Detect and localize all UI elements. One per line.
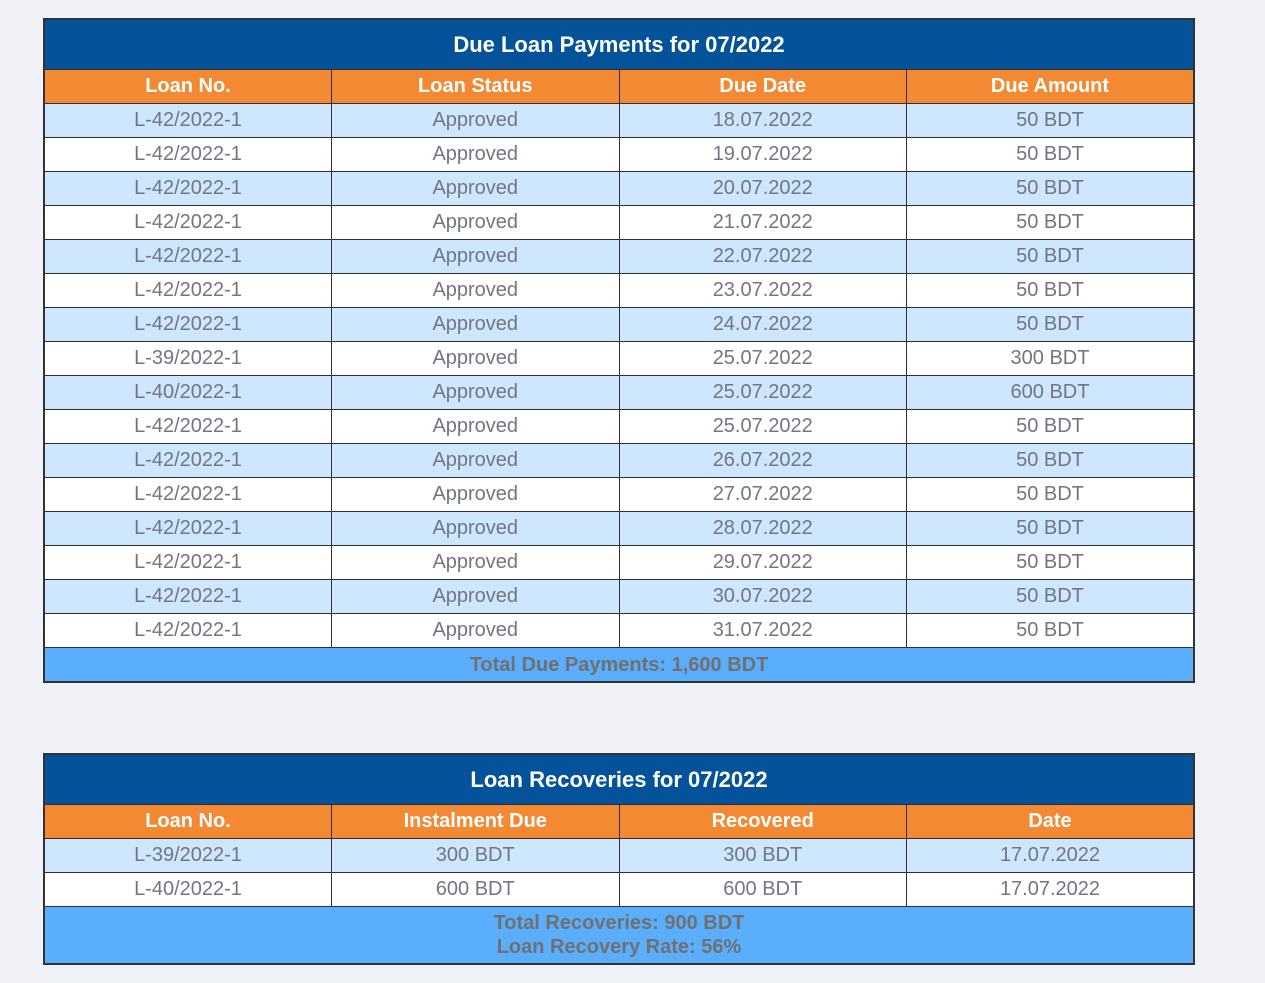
table-cell: L-42/2022-1 — [44, 206, 332, 240]
table-cell: L-42/2022-1 — [44, 308, 332, 342]
table-row — [44, 580, 1194, 614]
table-cell: L-42/2022-1 — [44, 614, 332, 648]
table-cell: 19.07.2022 — [619, 138, 907, 172]
table-cell: L-39/2022-1 — [44, 342, 332, 376]
table-row — [44, 444, 1194, 478]
table-cell: 50 BDT — [907, 104, 1195, 138]
table-cell: Approved — [332, 546, 620, 580]
table-cell: 31.07.2022 — [619, 614, 907, 648]
table-cell: L-42/2022-1 — [44, 274, 332, 308]
table-cell: L-42/2022-1 — [44, 546, 332, 580]
table-row — [44, 342, 1194, 376]
column-header: Loan No. — [44, 805, 332, 839]
table-cell: 300 BDT — [332, 839, 620, 873]
table-cell: 23.07.2022 — [619, 274, 907, 308]
table-row — [44, 376, 1194, 410]
footer-line: Loan Recovery Rate: 56% — [496, 936, 742, 958]
table-cell: 50 BDT — [907, 546, 1195, 580]
table-cell: 300 BDT — [907, 342, 1195, 376]
table-cell: L-42/2022-1 — [44, 444, 332, 478]
table-cell: 50 BDT — [907, 206, 1195, 240]
table-cell: Approved — [332, 512, 620, 546]
table-cell: 300 BDT — [619, 839, 907, 873]
table-row — [44, 138, 1194, 172]
table-cell: 29.07.2022 — [619, 546, 907, 580]
table-cell: L-40/2022-1 — [44, 873, 332, 907]
table-cell: Approved — [332, 172, 620, 206]
column-header: Recovered — [619, 805, 907, 839]
table-cell: 600 BDT — [619, 873, 907, 907]
table-row — [44, 546, 1194, 580]
table-row — [44, 206, 1194, 240]
table-row — [44, 512, 1194, 546]
column-header: Loan No. — [44, 70, 332, 104]
table-cell: Approved — [332, 376, 620, 410]
table-cell: 18.07.2022 — [619, 104, 907, 138]
recoveries-table — [43, 753, 1195, 965]
recoveries-header-row — [44, 805, 1194, 839]
table-cell: Approved — [332, 614, 620, 648]
table-cell: 25.07.2022 — [619, 342, 907, 376]
footer-line: Total Recoveries: 900 BDT — [493, 912, 745, 934]
table-cell: 50 BDT — [907, 138, 1195, 172]
table-cell: Approved — [332, 138, 620, 172]
table-cell: 50 BDT — [907, 478, 1195, 512]
table-row — [44, 172, 1194, 206]
table-cell: 50 BDT — [907, 444, 1195, 478]
column-header: Due Date — [619, 70, 907, 104]
table-cell: 22.07.2022 — [619, 240, 907, 274]
table-cell: L-42/2022-1 — [44, 172, 332, 206]
table-row — [44, 839, 1194, 873]
table-cell: L-42/2022-1 — [44, 410, 332, 444]
table-row — [44, 104, 1194, 138]
table-cell: L-42/2022-1 — [44, 240, 332, 274]
table-cell: Approved — [332, 478, 620, 512]
table-row — [44, 478, 1194, 512]
table-cell: Approved — [332, 274, 620, 308]
table-cell: L-42/2022-1 — [44, 104, 332, 138]
recoveries-body — [44, 839, 1194, 907]
table-cell: 50 BDT — [907, 614, 1195, 648]
table-cell: Approved — [332, 104, 620, 138]
table-cell: 17.07.2022 — [907, 839, 1195, 873]
table-cell: 24.07.2022 — [619, 308, 907, 342]
table-cell: 17.07.2022 — [907, 873, 1195, 907]
table-cell: 30.07.2022 — [619, 580, 907, 614]
due-payments-title: Due Loan Payments for 07/2022 — [44, 19, 1194, 70]
table-cell: L-42/2022-1 — [44, 138, 332, 172]
table-cell: Approved — [332, 410, 620, 444]
table-cell: Approved — [332, 240, 620, 274]
recoveries-title: Loan Recoveries for 07/2022 — [44, 754, 1194, 805]
table-cell: Approved — [332, 206, 620, 240]
table-cell: L-42/2022-1 — [44, 580, 332, 614]
column-header: Instalment Due — [332, 805, 620, 839]
table-cell: L-42/2022-1 — [44, 512, 332, 546]
table-cell: 25.07.2022 — [619, 410, 907, 444]
table-cell: 600 BDT — [332, 873, 620, 907]
table-cell: 28.07.2022 — [619, 512, 907, 546]
table-cell: 50 BDT — [907, 308, 1195, 342]
table-row — [44, 274, 1194, 308]
table-row — [44, 873, 1194, 907]
table-row — [44, 614, 1194, 648]
due-payments-header-row — [44, 70, 1194, 104]
table-cell: 20.07.2022 — [619, 172, 907, 206]
table-cell: 50 BDT — [907, 172, 1195, 206]
table-cell: Approved — [332, 444, 620, 478]
table-cell: L-40/2022-1 — [44, 376, 332, 410]
table-cell: L-42/2022-1 — [44, 478, 332, 512]
table-row — [44, 410, 1194, 444]
table-row — [44, 308, 1194, 342]
due-payments-table — [43, 18, 1195, 683]
column-header: Loan Status — [332, 70, 620, 104]
table-cell: Approved — [332, 580, 620, 614]
column-header: Date — [907, 805, 1195, 839]
table-cell: Approved — [332, 342, 620, 376]
table-row — [44, 240, 1194, 274]
table-cell: 25.07.2022 — [619, 376, 907, 410]
footer-line: Total Due Payments: 1,600 BDT — [469, 653, 769, 676]
table-cell: 50 BDT — [907, 240, 1195, 274]
due-payments-total — [44, 648, 1194, 683]
table-cell: 27.07.2022 — [619, 478, 907, 512]
table-cell: 26.07.2022 — [619, 444, 907, 478]
table-cell: 21.07.2022 — [619, 206, 907, 240]
table-cell: 50 BDT — [907, 410, 1195, 444]
due-payments-body — [44, 104, 1194, 648]
table-cell: 50 BDT — [907, 512, 1195, 546]
table-cell: 50 BDT — [907, 274, 1195, 308]
column-header: Due Amount — [907, 70, 1195, 104]
table-cell: 600 BDT — [907, 376, 1195, 410]
recoveries-summary — [44, 907, 1194, 965]
table-cell: Approved — [332, 308, 620, 342]
table-cell: L-39/2022-1 — [44, 839, 332, 873]
table-cell: 50 BDT — [907, 580, 1195, 614]
